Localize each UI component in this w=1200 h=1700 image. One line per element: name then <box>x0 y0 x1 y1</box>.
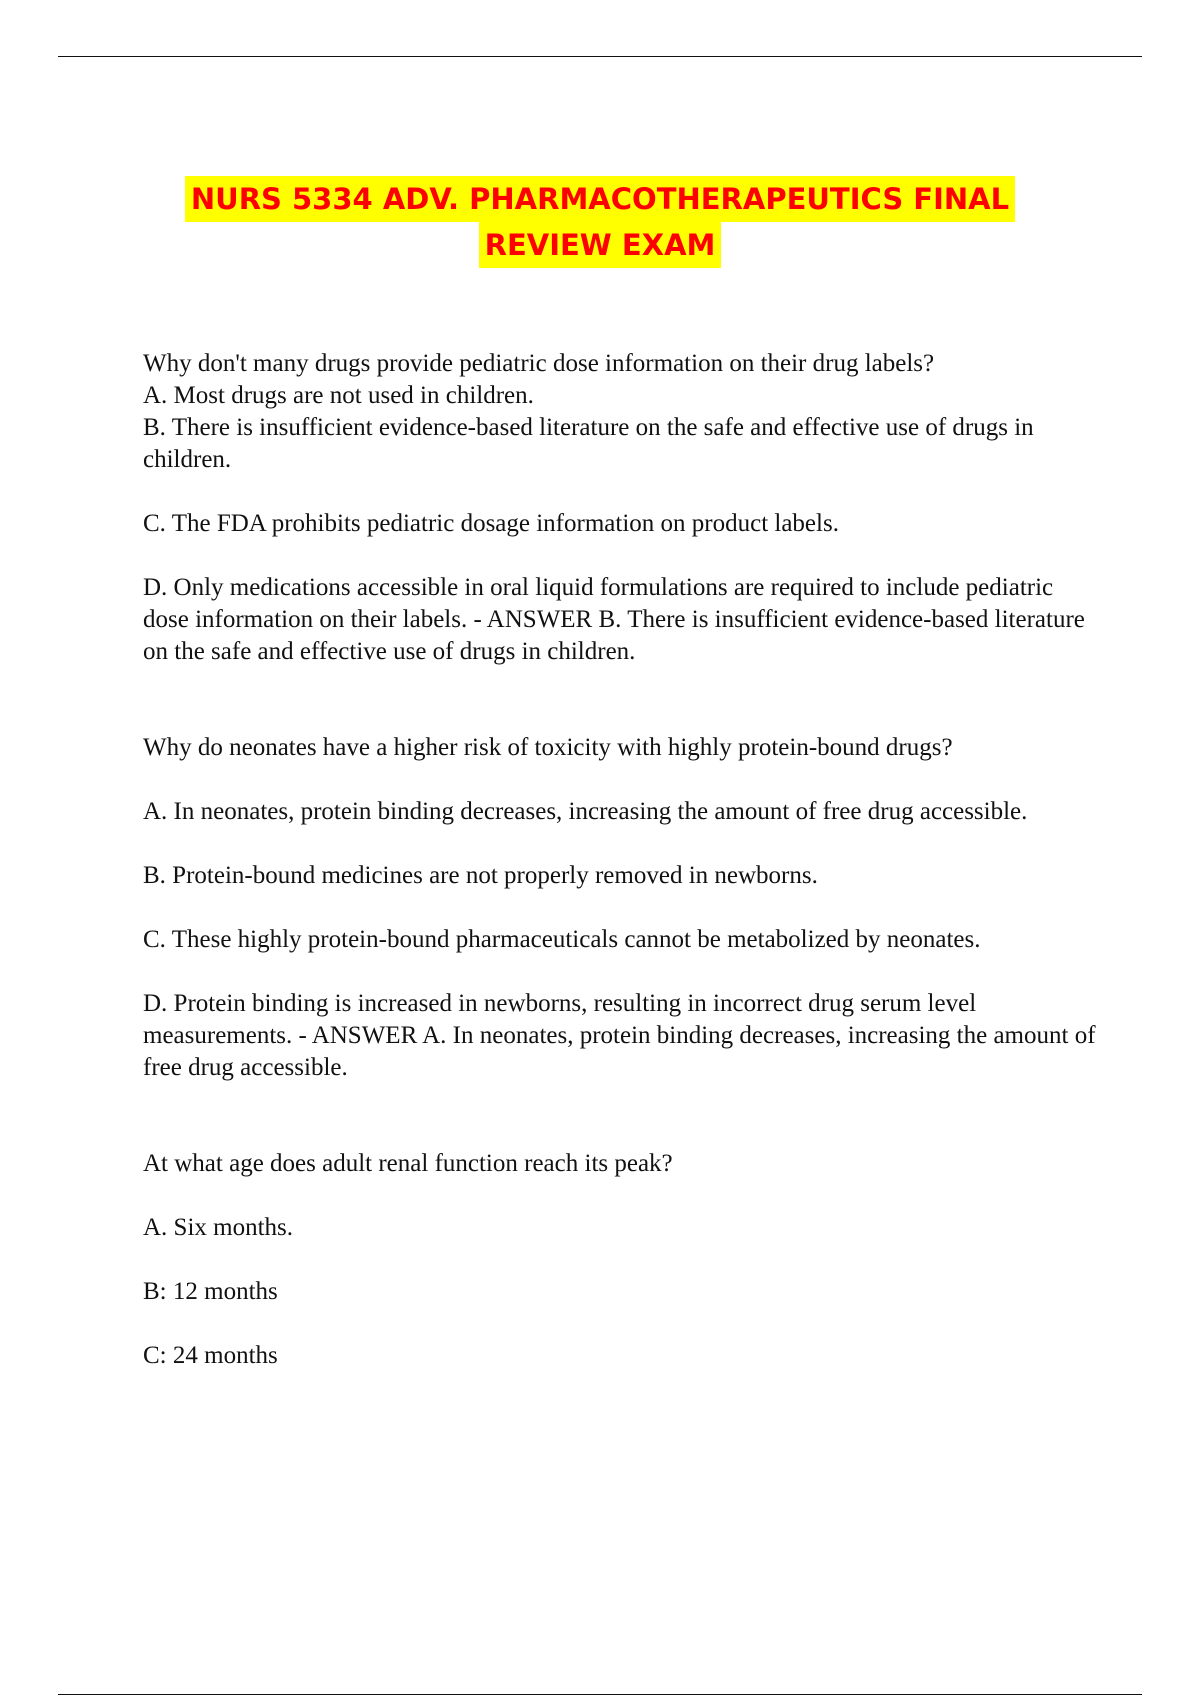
question-1-option-c: C. The FDA prohibits pediatric dosage information on product labels. <box>143 510 839 537</box>
question-1-option-a: A. Most drugs are not used in children. <box>143 382 534 409</box>
question-1-option-b: B. There is insufficient evidence-based literature on the safe and effective use of drugs in children. <box>143 414 1034 473</box>
question-3-text: At what age does adult renal function reach its peak? <box>143 1150 673 1177</box>
question-1 <box>143 348 1103 668</box>
question-3-option-c: C: 24 months <box>143 1342 278 1369</box>
question-1-option-d-answer: D. Only medications accessible in oral liquid formulations are required to include pediatric dose information on their labels. - ANSWER B. There is insufficient evidence-based literature on the safe and effective use of drugs in children. <box>143 574 1085 665</box>
question-3-option-a: A. Six months. <box>143 1214 294 1241</box>
question-2-text: Why do neonates have a higher risk of toxicity with highly protein-bound drugs? <box>143 734 953 761</box>
bottom-rule <box>58 1694 1142 1695</box>
title-line-2: REVIEW EXAM <box>479 222 722 268</box>
question-2-option-c: C. These highly protein-bound pharmaceuticals cannot be metabolized by neonates. <box>143 926 981 953</box>
top-rule <box>58 56 1142 57</box>
question-2-option-d-answer: D. Protein binding is increased in newborns, resulting in incorrect drug serum level measurements. - ANSWER A. In neonates, protein binding decreases, increasing the amount of free drug accessible. <box>143 990 1096 1081</box>
question-1-text: Why don't many drugs provide pediatric dose information on their drug labels? <box>143 350 935 377</box>
document-title <box>0 176 1200 268</box>
question-2-option-b: B. Protein-bound medicines are not properly removed in newborns. <box>143 862 818 889</box>
document-body <box>143 348 1103 1372</box>
question-2 <box>143 732 1103 1084</box>
title-line-1: NURS 5334 ADV. PHARMACOTHERAPEUTICS FINAL <box>185 176 1015 222</box>
question-3-option-b: B: 12 months <box>143 1278 278 1305</box>
question-2-option-a: A. In neonates, protein binding decreases, increasing the amount of free drug accessible. <box>143 798 1028 825</box>
question-3 <box>143 1148 1103 1372</box>
